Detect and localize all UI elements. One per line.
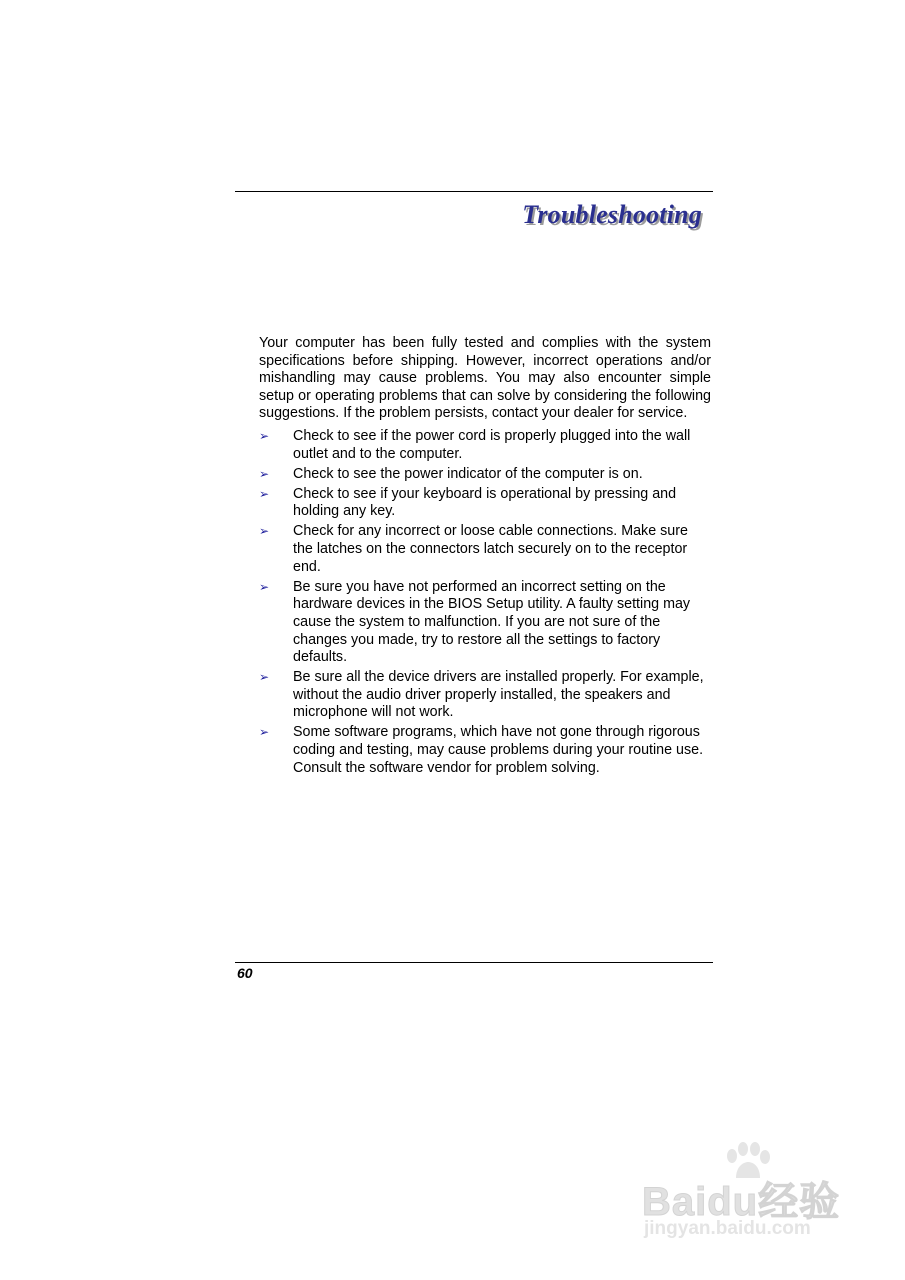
tip-text: Some software programs, which have not gone through rigorous coding and testing, may cause problems during your routine use. Consult the software vendor for problem solving.: [293, 724, 704, 776]
troubleshooting-tips-list: [259, 428, 711, 777]
list-item: [259, 669, 711, 722]
arrowhead-bullet-icon: ➢: [259, 486, 270, 501]
list-item: [259, 523, 711, 576]
footer-rule: [235, 962, 713, 963]
watermark-brand: Baidu经验: [642, 1180, 841, 1224]
tip-text: Check for any incorrect or loose cable connections. Make sure the latches on the connectors latch securely on to the receptor end.: [293, 523, 688, 575]
watermark-url: jingyan.baidu.com: [644, 1218, 811, 1239]
arrowhead-bullet-icon: ➢: [259, 428, 270, 443]
arrowhead-bullet-icon: ➢: [259, 466, 270, 481]
arrowhead-bullet-icon: ➢: [259, 579, 270, 594]
arrowhead-bullet-icon: ➢: [259, 670, 270, 685]
list-item: [259, 428, 711, 463]
list-item: [259, 724, 711, 777]
list-item: [259, 466, 711, 484]
page-number: 60: [237, 965, 253, 981]
chapter-title: Troubleshooting: [522, 200, 702, 229]
tip-text: Be sure you have not performed an incorrect setting on the hardware devices in the BIOS Setup utility. A faulty setting may cause the system to malfunction. If you are not sure of the changes you made, try to restore all the settings to factory defaults.: [293, 578, 691, 666]
arrowhead-bullet-icon: ➢: [259, 524, 270, 539]
intro-paragraph: Your computer has been fully tested and complies with the system specifications before shipping. However, incorrect operations and/or mishandling may cause problems. You may also encounter simple setup or operating problems that can solve by considering the following suggestions. If the problem persists, contact your dealer for service.: [259, 335, 711, 422]
tip-text: Check to see if your keyboard is operational by pressing and holding any key.: [293, 485, 677, 520]
tip-text: Check to see the power indicator of the computer is on.: [293, 465, 643, 482]
list-item: [259, 486, 711, 521]
header-rule: [235, 191, 713, 192]
main-content: [259, 335, 711, 780]
list-item: [259, 579, 711, 667]
arrowhead-bullet-icon: ➢: [259, 725, 270, 740]
baidu-watermark: [642, 1140, 857, 1250]
tip-text: Be sure all the device drivers are installed properly. For example, without the audio driver properly installed, the speakers and microphone will not work.: [293, 669, 704, 721]
tip-text: Check to see if the power cord is properly plugged into the wall outlet and to the computer.: [293, 427, 691, 462]
